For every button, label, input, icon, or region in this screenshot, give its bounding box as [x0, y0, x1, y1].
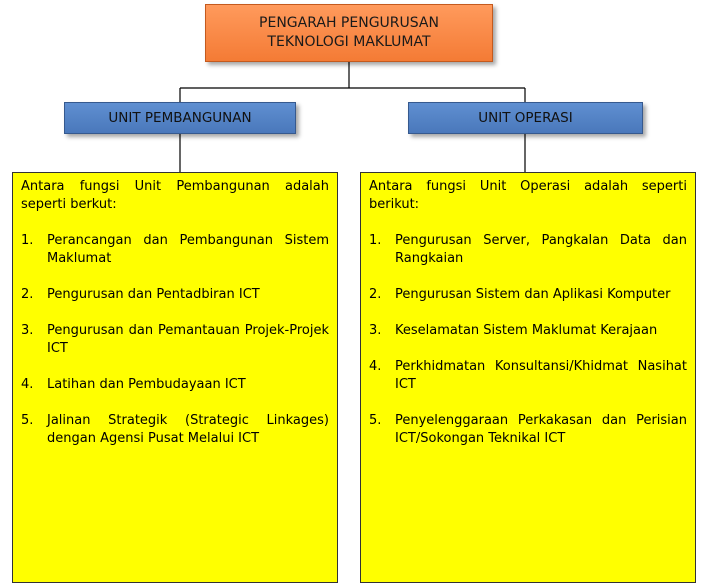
operasi-functions-panel: [360, 172, 696, 583]
list-item: [21, 376, 329, 394]
item-number: 5.: [21, 413, 34, 428]
item-text: Perancangan dan Pembangunan Sistem Maklumat: [47, 233, 329, 266]
pembangunan-intro: Antara fungsi Unit Pembangunan adalah seperti berkut:: [21, 179, 329, 212]
list-item: [21, 322, 329, 358]
pembangunan-functions-panel: [12, 172, 338, 583]
unit-pembangunan-box: [64, 102, 296, 134]
item-number: 2.: [369, 287, 382, 302]
item-text: Pengurusan Sistem dan Aplikasi Komputer: [395, 287, 671, 302]
item-number: 1.: [369, 233, 382, 248]
item-number: 1.: [21, 233, 34, 248]
item-text: Keselamatan Sistem Maklumat Kerajaan: [395, 323, 658, 338]
item-number: 4.: [21, 377, 34, 392]
item-number: 4.: [369, 359, 382, 374]
item-number: 5.: [369, 413, 382, 428]
item-number: 3.: [369, 323, 382, 338]
item-text: Pengurusan Server, Pangkalan Data dan Rangkaian: [395, 233, 687, 266]
item-text: Pengurusan dan Pemantauan Projek-Projek ICT: [47, 323, 329, 356]
item-text: Latihan dan Pembudayaan ICT: [47, 377, 246, 392]
list-item: [21, 286, 329, 304]
item-number: 2.: [21, 287, 34, 302]
operasi-intro: Antara fungsi Unit Operasi adalah seperti berikut:: [369, 179, 687, 212]
unit-operasi-title: UNIT OPERASI: [478, 110, 573, 126]
unit-pembangunan-title: UNIT PEMBANGUNAN: [108, 110, 252, 126]
item-text: Perkhidmatan Konsultansi/Khidmat Nasihat ICT: [395, 359, 687, 392]
list-item: [21, 412, 329, 448]
list-item: [369, 286, 687, 304]
item-text: Pengurusan dan Pentadbiran ICT: [47, 287, 260, 302]
director-box: [205, 4, 493, 62]
item-number: 3.: [21, 323, 34, 338]
operasi-function-list: [369, 232, 687, 448]
list-item: [369, 232, 687, 268]
pembangunan-function-list: [21, 232, 329, 448]
list-item: [21, 232, 329, 268]
item-text: Penyelenggaraan Perkakasan dan Perisian ICT/Sokongan Teknikal ICT: [395, 413, 687, 446]
unit-operasi-box: [408, 102, 643, 134]
item-text: Jalinan Strategik (Strategic Linkages) dengan Agensi Pusat Melalui ICT: [47, 413, 329, 446]
list-item: [369, 322, 687, 340]
list-item: [369, 412, 687, 448]
director-title: PENGARAH PENGURUSAN TEKNOLOGI MAKLUMAT: [259, 15, 439, 50]
list-item: [369, 358, 687, 394]
